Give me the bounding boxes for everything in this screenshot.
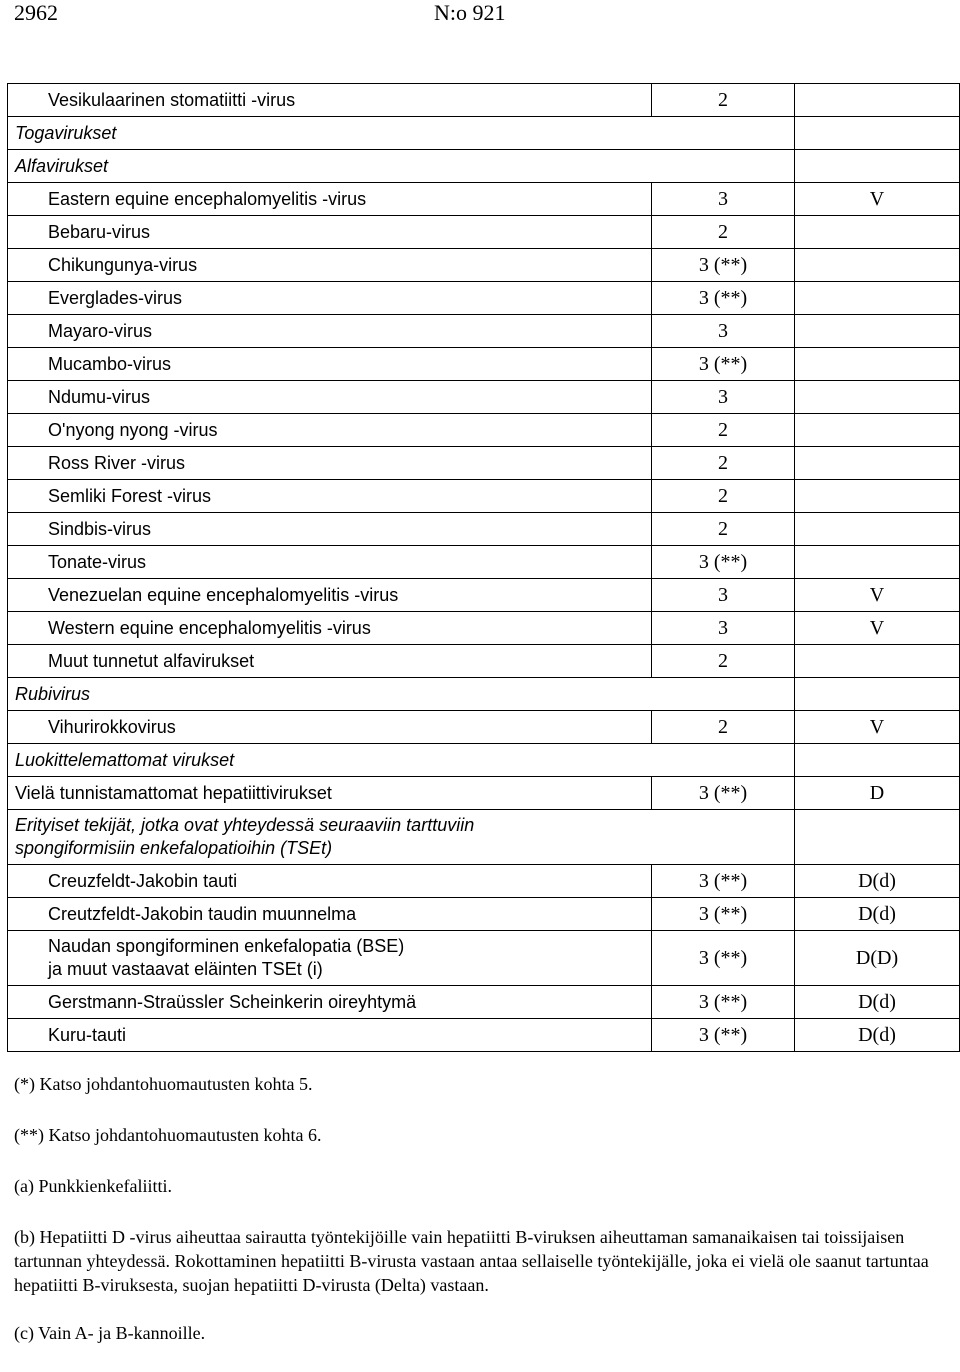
table-row (8, 381, 960, 414)
table-row (8, 513, 960, 546)
note-cell (795, 348, 960, 381)
table-row (8, 931, 960, 986)
table-row (8, 150, 960, 183)
note-cell: D(d) (795, 898, 960, 931)
risk-class: 3 (**) (652, 898, 795, 931)
note-cell: D(d) (795, 986, 960, 1019)
table-row (8, 810, 960, 865)
note-cell (795, 447, 960, 480)
note-cell: D (795, 777, 960, 810)
table-row (8, 711, 960, 744)
agent-name: O'nyong nyong -virus (8, 414, 652, 447)
risk-class: 3 (652, 183, 795, 216)
table-row (8, 865, 960, 898)
risk-class: 3 (**) (652, 249, 795, 282)
table-row (8, 777, 960, 810)
note-cell (795, 249, 960, 282)
issue-number: N:o 921 (434, 0, 506, 25)
table-row (8, 546, 960, 579)
agent-name: Vihurirokkovirus (8, 711, 652, 744)
agent-name: Gerstmann-Straüssler Scheinkerin oireyhtymä (8, 986, 652, 1019)
note-cell (795, 546, 960, 579)
table-row (8, 249, 960, 282)
risk-class: 3 (652, 579, 795, 612)
risk-class: 3 (652, 381, 795, 414)
table-row (8, 84, 960, 117)
table-row (8, 898, 960, 931)
risk-class: 3 (**) (652, 1019, 795, 1052)
risk-class: 3 (652, 315, 795, 348)
table-row (8, 183, 960, 216)
risk-class: 3 (**) (652, 777, 795, 810)
agent-name-line: ja muut vastaavat eläinten TSEt (i) (48, 959, 323, 979)
table-row (8, 348, 960, 381)
note-cell (795, 645, 960, 678)
table-row (8, 315, 960, 348)
footnote: (c) Vain A- ja B-kannoille. (14, 1323, 206, 1343)
note-cell (795, 282, 960, 315)
note-cell (795, 414, 960, 447)
agent-name: Western equine encephalomyelitis -virus (8, 612, 652, 645)
risk-class: 2 (652, 216, 795, 249)
agent-name: Vielä tunnistamattomat hepatiittivirukset (8, 777, 652, 810)
risk-class: 2 (652, 414, 795, 447)
note-cell (795, 480, 960, 513)
note-cell: V (795, 579, 960, 612)
group-heading: Luokittelemattomat virukset (8, 744, 795, 777)
risk-class: 3 (**) (652, 865, 795, 898)
agent-name: Ndumu-virus (8, 381, 652, 414)
note-cell (795, 315, 960, 348)
heading-line: Erityiset tekijät, jotka ovat yhteydessä seuraaviin tarttuviin (15, 815, 475, 835)
risk-class: 2 (652, 447, 795, 480)
agent-name: Kuru-tauti (8, 1019, 652, 1052)
footnote: (*) Katso johdantohuomautusten kohta 5. (14, 1074, 313, 1094)
note-cell (795, 744, 960, 777)
agent-name: Chikungunya-virus (8, 249, 652, 282)
table-row (8, 414, 960, 447)
footnote: (a) Punkkienkefaliitti. (14, 1176, 172, 1196)
agent-name-line: Naudan spongiforminen enkefalopatia (BSE) (48, 936, 405, 956)
page-number: 2962 (14, 0, 58, 25)
agent-name: Eastern equine encephalomyelitis -virus (8, 183, 652, 216)
table-row (8, 645, 960, 678)
group-heading: Rubivirus (8, 678, 795, 711)
risk-class: 2 (652, 645, 795, 678)
risk-class: 3 (**) (652, 986, 795, 1019)
note-cell (795, 216, 960, 249)
virus-classification-table (7, 83, 960, 1052)
risk-class: 3 (652, 612, 795, 645)
risk-class: 2 (652, 711, 795, 744)
note-cell (795, 117, 960, 150)
table-row (8, 986, 960, 1019)
table-row (8, 579, 960, 612)
heading-line: spongiformisiin enkefalopatioihin (TSEt) (15, 838, 333, 858)
footnote: (**) Katso johdantohuomautusten kohta 6. (14, 1125, 322, 1145)
risk-class: 2 (652, 84, 795, 117)
note-cell (795, 84, 960, 117)
note-cell (795, 513, 960, 546)
table-row (8, 1019, 960, 1052)
table-row (8, 612, 960, 645)
risk-class: 2 (652, 513, 795, 546)
note-cell (795, 810, 960, 865)
agent-name: Muut tunnetut alfavirukset (8, 645, 652, 678)
agent-name: Bebaru-virus (8, 216, 652, 249)
table-row (8, 678, 960, 711)
group-heading (8, 810, 795, 865)
table-row (8, 282, 960, 315)
table-row (8, 480, 960, 513)
note-cell: V (795, 711, 960, 744)
table-row (8, 216, 960, 249)
agent-name: Venezuelan equine encephalomyelitis -virus (8, 579, 652, 612)
risk-class: 2 (652, 480, 795, 513)
risk-class: 3 (**) (652, 282, 795, 315)
note-cell: D(D) (795, 931, 960, 986)
agent-name: Ross River -virus (8, 447, 652, 480)
note-cell: V (795, 612, 960, 645)
agent-name: Vesikulaarinen stomatiitti -virus (8, 84, 652, 117)
footnote: (b) Hepatiitti D -virus aiheuttaa sairautta työntekijöille vain hepatiitti B-viruksen aiheuttaman samanaikaisen tai toissijaisen tartunnan yhteydessä. Rokottaminen hepatiitti B-virusta vastaan antaa sellaiselle työntekijälle, joka ei vielä ole saanut tartuntaa hepatiitti B-viruksesta, suojan hepatiitti D-virusta (Delta) vastaan. (14, 1227, 929, 1295)
note-cell: D(d) (795, 865, 960, 898)
note-cell (795, 678, 960, 711)
risk-class: 3 (**) (652, 931, 795, 986)
agent-name (8, 931, 652, 986)
risk-class: 3 (**) (652, 348, 795, 381)
agent-name: Everglades-virus (8, 282, 652, 315)
agent-name: Mayaro-virus (8, 315, 652, 348)
agent-name: Mucambo-virus (8, 348, 652, 381)
note-cell (795, 150, 960, 183)
note-cell (795, 381, 960, 414)
agent-name: Tonate-virus (8, 546, 652, 579)
note-cell: D(d) (795, 1019, 960, 1052)
table-row (8, 447, 960, 480)
group-heading: Alfavirukset (8, 150, 795, 183)
group-heading: Togavirukset (8, 117, 795, 150)
agent-name: Sindbis-virus (8, 513, 652, 546)
footnotes (14, 1072, 949, 1372)
agent-name: Semliki Forest -virus (8, 480, 652, 513)
table-row (8, 744, 960, 777)
agent-name: Creutzfeldt-Jakobin taudin muunnelma (8, 898, 652, 931)
agent-name: Creuzfeldt-Jakobin tauti (8, 865, 652, 898)
note-cell: V (795, 183, 960, 216)
table-row (8, 117, 960, 150)
risk-class: 3 (**) (652, 546, 795, 579)
